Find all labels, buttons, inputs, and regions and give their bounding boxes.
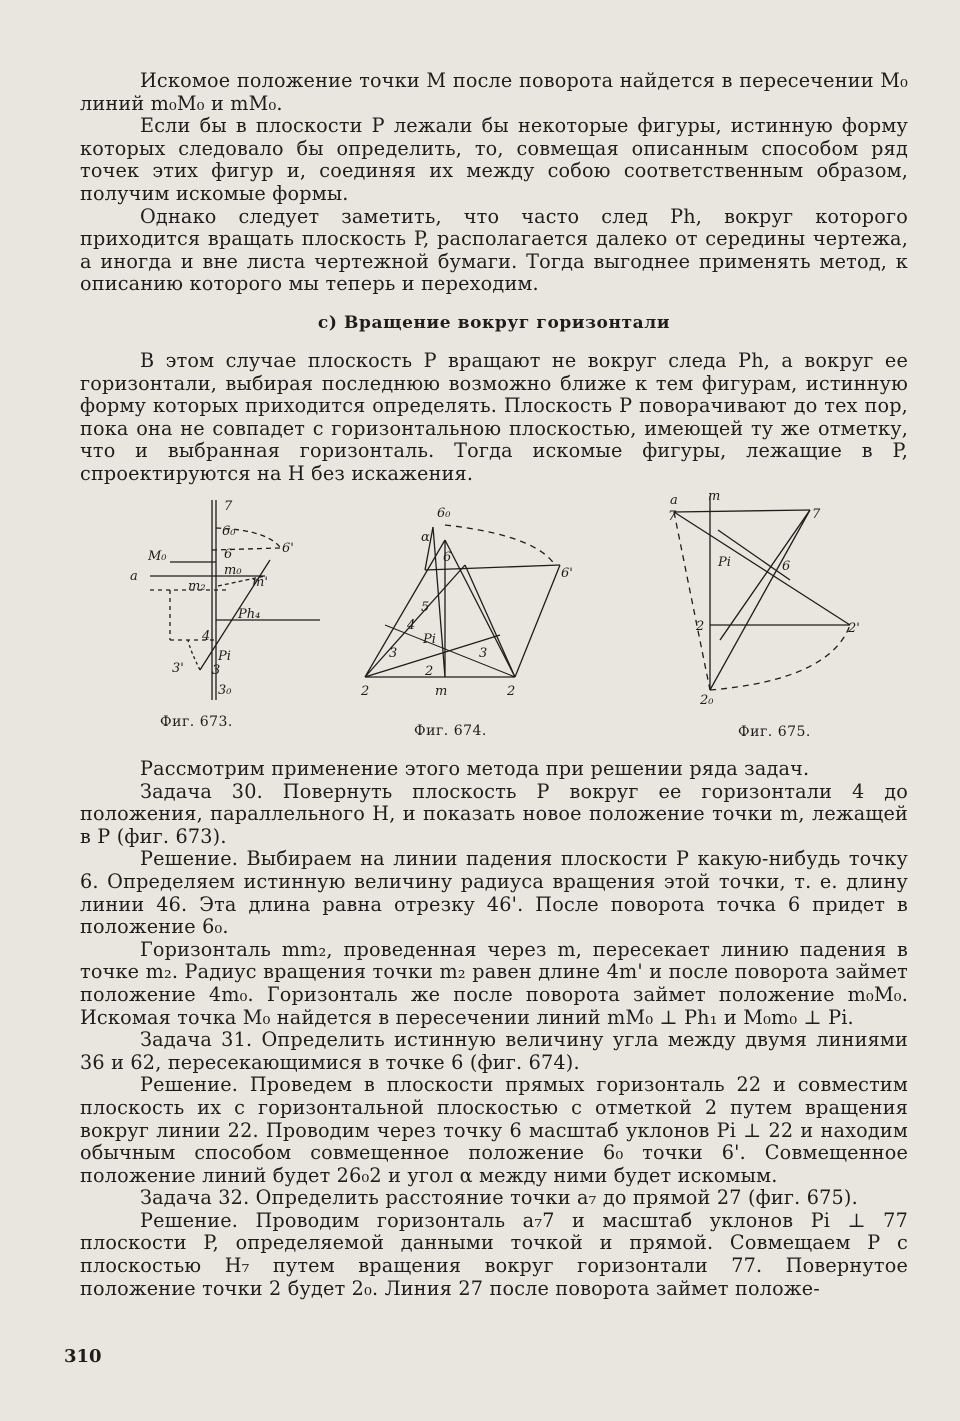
paragraph: Задача 32. Определить расстояние точки a₇ до прямой 27 (фиг. 675). <box>140 1186 858 1210</box>
fig-label: 3' <box>172 661 184 676</box>
figure-caption: Фиг. 674. <box>414 723 487 739</box>
paragraph: Задача 31. Определить истинную величину угла между двумя линиями 36 и 62, пересекающимися в точке 6 (фиг. 674). <box>80 1028 908 1074</box>
fig-label: Pi <box>218 649 231 664</box>
figure-675 <box>660 490 880 710</box>
paragraph: Если бы в плоскости P лежали бы некоторые фигуры, истинную форму которых следовало бы определить, то, совмещая описанным способом ряд точек этих фигур и, соединяя их между собою соответственным образом, получим искомые формы. <box>80 114 908 205</box>
fig-label: α <box>421 530 430 545</box>
fig-label: 2 <box>507 684 516 699</box>
fig-label: 3₀ <box>218 683 232 698</box>
fig-label: m₀ <box>224 563 242 578</box>
fig-label: a <box>670 493 678 508</box>
page-number: 310 <box>64 1346 102 1367</box>
text-bottom <box>80 758 908 1300</box>
fig-label: 2' <box>848 621 860 636</box>
fig-label: 6 <box>224 547 233 562</box>
fig-label: m₂ <box>188 579 206 594</box>
fig-label: 6₀ <box>437 506 451 521</box>
fig-label: 6' <box>282 541 294 556</box>
fig-label: 6 <box>782 559 791 574</box>
fig-label: 2₀ <box>700 693 714 708</box>
fig-label: 6' <box>561 566 573 581</box>
fig-label: 2 <box>425 664 434 679</box>
section-heading: с) Вращение вокруг горизонтали <box>317 313 671 333</box>
paragraph: Горизонталь mm₂, проведенная через m, пересекает линию падения в точке m₂. Радиус вращения точки m₂ равен длине 4m' и после поворота займет положение 4m₀. Горизонталь же после поворота займет положение m₀M₀. Искомая точка M₀ найдется в пересечении линий mM₀ ⊥ Ph₁ и M₀m₀ ⊥ Pi. <box>80 937 908 1029</box>
fig-label: 7 <box>224 499 233 514</box>
text-top <box>80 70 908 296</box>
fig-label: 3 <box>212 663 221 678</box>
paragraph: Задача 30. Повернуть плоскость P вокруг ее горизонтали 4 до положения, параллельного H, и показать новое положение точки m, лежащей в P (фиг. 673). <box>80 779 908 848</box>
fig-label: 6₀ <box>222 524 236 539</box>
paragraph: Решение. Выбираем на линии падения плоскости P какую-нибудь точку 6. Определяем истинную величину радиуса вращения этой точки, т. е. длину линии 46. Эта длина равна отрезку 46'. После поворота точка 6 придет в положение 6₀. <box>80 847 908 939</box>
paragraph: Рассмотрим применение этого метода при решении ряда задач. <box>140 757 810 780</box>
figure-674 <box>355 495 585 705</box>
paragraph: Искомое положение точки M после поворота найдется в пересечении M₀ линий m₀M₀ и mM₀. <box>80 69 908 115</box>
fig-label: 2 <box>361 684 370 699</box>
fig-label: Ph₄ <box>238 607 261 622</box>
fig-label: m <box>435 684 448 699</box>
fig-label: 3 <box>389 646 398 661</box>
figure-caption: Фиг. 675. <box>738 724 811 740</box>
fig-label: M₀ <box>148 549 167 564</box>
fig-label: 4 <box>407 618 416 633</box>
fig-label: 2 <box>696 619 705 634</box>
fig-label: 4 <box>202 629 211 644</box>
paragraph: Решение. Проводим горизонталь a₇7 и масштаб уклонов Pi ⊥ 77 плоскости P, определяемой данными точкой и прямой. Совмещаем P с плоскостью H₇ путем вращения вокруг горизонтали 77. Повернутое положение точки 2 будет 2₀. Линия 27 после поворота займет положе- <box>80 1208 908 1300</box>
paragraph: В этом случае плоскость P вращают не вокруг следа Ph, а вокруг ее горизонтали, выбирая последнюю возможно ближе к тем фигурам, истинную форму которых приходится определять. Плоскость P поворачивают до тех пор, пока она не совпадет с горизонтальною плоскостью, имеющей ту же отметку, что и выбранная горизонталь. Тогда искомые фигуры, лежащие в P, спроектируются на H без искажения. <box>80 349 908 485</box>
fig-label: Pi <box>423 632 436 647</box>
figure-673 <box>130 490 340 710</box>
fig-label: 5 <box>421 600 430 615</box>
fig-label: m' <box>252 575 268 590</box>
text-intro <box>80 350 908 486</box>
fig-label: 7 <box>668 509 677 524</box>
paragraph: Решение. Проведем в плоскости прямых горизонталь 22 и совместим плоскость их с горизонтальной плоскостью с отметкой 2 путем вращения вокруг линии 22. Проводим через точку 6 масштаб уклонов Pi ⊥ 22 и находим обычным способом совмещенное положение 6₀ точки 6'. Совмещенное положение линий будет 26₀2 и угол α между ними будет искомым. <box>80 1073 908 1187</box>
fig-label: Pi <box>718 555 731 570</box>
fig-label: 3 <box>479 646 488 661</box>
fig-label: 6 <box>443 550 452 565</box>
figure-caption: Фиг. 673. <box>160 714 233 730</box>
fig-label: a <box>130 569 138 584</box>
fig-label: m <box>708 489 721 504</box>
fig-label: 7 <box>812 507 821 522</box>
paragraph: Однако следует заметить, что часто след Ph, вокруг которого приходится вращать плоскость P, располагается далеко от середины чертежа, а иногда и вне листа чертежной бумаги. Тогда выгоднее применять метод, к описанию которого мы теперь и переходим. <box>80 204 908 296</box>
